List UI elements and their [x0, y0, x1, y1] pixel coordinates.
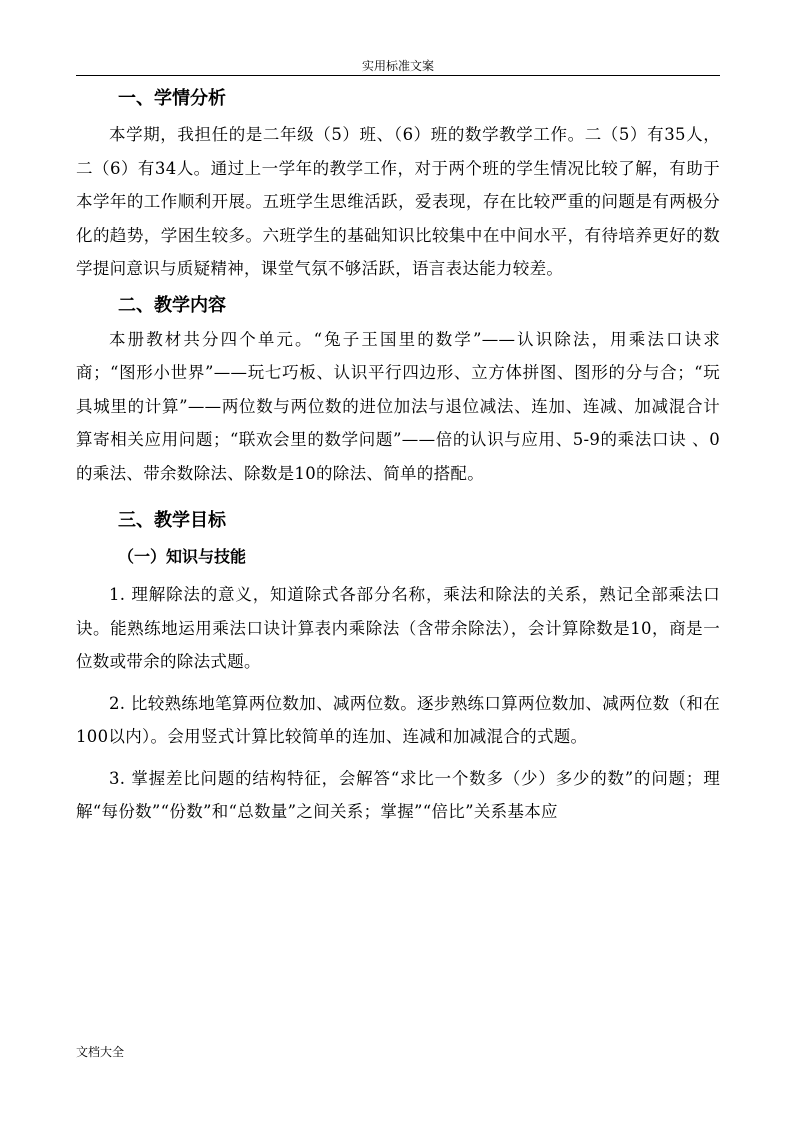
document-body [76, 84, 720, 829]
section-heading-analysis: 一、学情分析 [118, 88, 226, 109]
page-footer: 文档大全 [76, 1045, 125, 1059]
goal-item: 1. 理解除法的意义，知道除式各部分名称，乘法和除法的关系，熟记全部乘法口诀。能熟练地运用乘法口诀计算表内乘除法（含带余除法），会计算除数是10，商是一位数或带余的除法式题。 [76, 585, 720, 671]
content-paragraph: 本册教材共分四个单元。“兔子王国里的数学”——认识除法，用乘法口诀求商；“图形小世界”——玩七巧板、认识平行四边形、立方体拼图、图形的分与合；“玩具城里的计算”——两位数与两位数的进位加法与退位减法、连加、连减、加减混合计算寄相关应用问题；“联欢会里的数学问题”——倍的认识与应用、5-9的乘法口诀 、0的乘法、带余数除法、除数是10的除法、简单的搭配。 [76, 329, 720, 483]
section-heading-content: 二、教学内容 [118, 294, 226, 316]
section-heading-goals: 三、教学目标 [118, 510, 226, 531]
header-divider [76, 75, 720, 76]
page-header: 实用标准文案 [361, 59, 434, 73]
goal-item: 2. 比较熟练地笔算两位数加、减两位数。逐步熟练口算两位数加、减两位数（和在100以内）。会用竖式计算比较简单的连加、连减和加减混合的式题。 [76, 693, 720, 746]
goal-item: 3. 掌握差比问题的结构特征，会解答“求比一个数多（少）多少的数”的问题；理解“每份数”“份数”和“总数量”之间关系；掌握”“倍比”关系基本应 [76, 768, 720, 821]
subheading-knowledge-skills: （一）知识与技能 [118, 547, 247, 566]
analysis-paragraph: 本学期，我担任的是二年级（5）班、（6）班的数学教学工作。二（5）有35人，二（6）有34人。通过上一学年的教学工作，对于两个班的学生情况比较了解，有助于本学年的工作顺利开展。五班学生思维活跃，爱表现，存在比较严重的问题是有两极分化的趋势，学困生较多。六班学生的基础知识比较集中在中间水平，有待培养更好的数学提问意识与质疑精神，课堂气氛不够活跃，语言表达能力较差。 [76, 125, 720, 278]
